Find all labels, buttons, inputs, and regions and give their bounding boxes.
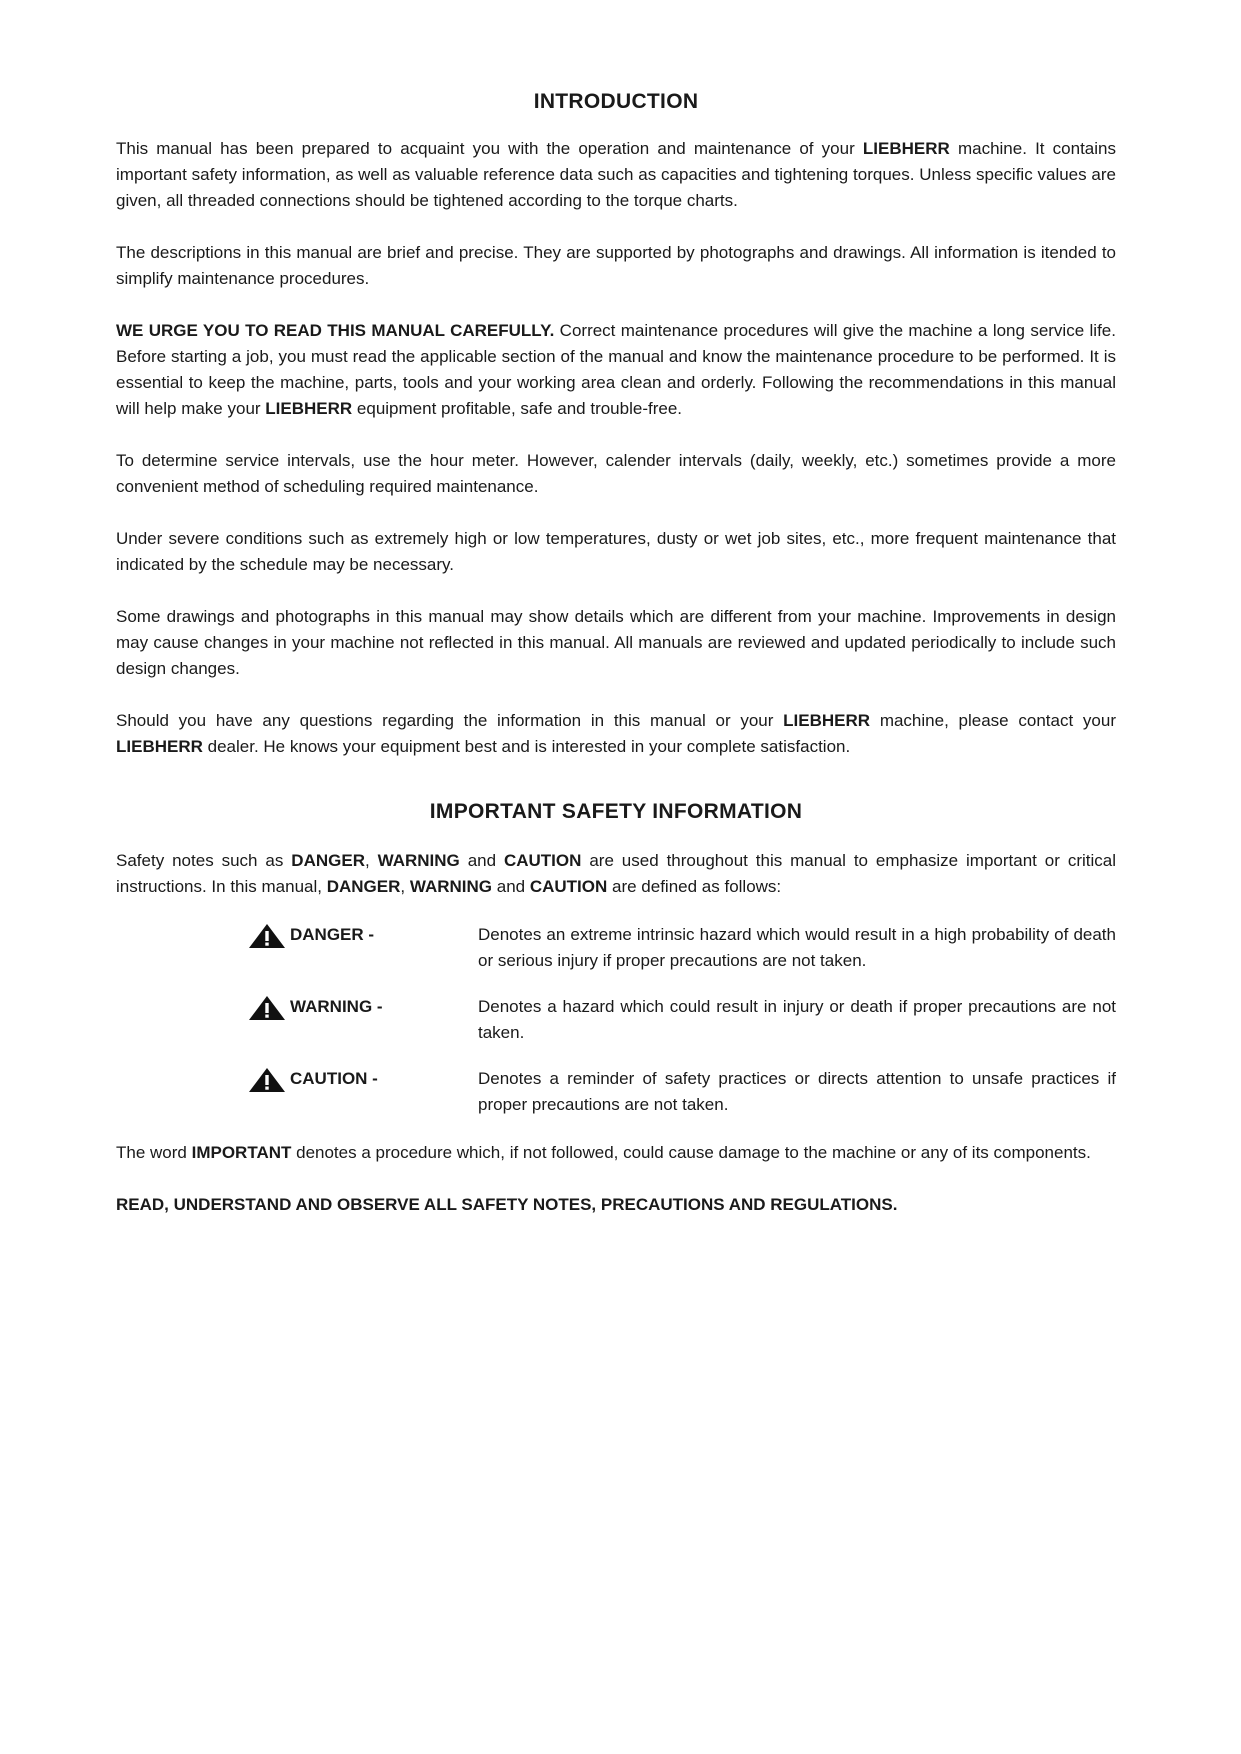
definition-term bbox=[248, 994, 478, 1046]
safety-heading: IMPORTANT SAFETY INFORMATION bbox=[429, 800, 803, 823]
brand-name: LIEBHERR bbox=[862, 139, 950, 158]
definition-caution bbox=[248, 1066, 1116, 1118]
text-run: , bbox=[364, 851, 378, 870]
definition-term-label: WARNING - bbox=[290, 997, 383, 1016]
intro-paragraph-3 bbox=[116, 318, 1116, 422]
keyword-warning: WARNING bbox=[377, 851, 460, 870]
text-run: denotes a procedure which, if not followed, could cause damage to the machine or any of its components. bbox=[291, 1143, 1091, 1162]
brand-name: LIEBHERR bbox=[265, 399, 353, 418]
definition-danger bbox=[248, 922, 1116, 974]
text-run: are used throughout this manual to emphasize important or critical instructions. In this manual, bbox=[116, 851, 1116, 896]
important-paragraph bbox=[116, 1140, 1116, 1166]
text-run: The word bbox=[116, 1143, 192, 1162]
text-run: are defined as follows: bbox=[607, 877, 782, 896]
intro-paragraph-7 bbox=[116, 708, 1116, 760]
emphasis-lead: WE URGE YOU TO READ THIS MANUAL CAREFULLY. bbox=[116, 321, 555, 340]
keyword-danger: DANGER bbox=[291, 851, 365, 870]
text-run: dealer. He knows your equipment best and is interested in your complete satisfaction. bbox=[202, 737, 851, 756]
intro-paragraph-4: To determine service intervals, use the hour meter. However, calender intervals (daily, weekly, etc.) sometimes provide a more convenient method of scheduling required maintenance. bbox=[116, 451, 1116, 496]
warning-triangle-icon bbox=[248, 923, 286, 949]
keyword-warning: WARNING bbox=[409, 877, 493, 896]
brand-name: LIEBHERR bbox=[783, 711, 871, 730]
keyword-danger: DANGER bbox=[326, 877, 401, 896]
warning-triangle-icon bbox=[248, 1067, 286, 1093]
brand-name: LIEBHERR bbox=[116, 737, 203, 756]
definition-term bbox=[248, 922, 478, 974]
text-run: Safety notes such as bbox=[116, 851, 292, 870]
intro-paragraph-1 bbox=[116, 136, 1116, 214]
safety-definitions bbox=[248, 922, 1116, 1118]
text-run: and bbox=[492, 877, 530, 896]
definition-text: Denotes an extreme intrinsic hazard which would result in a high probability of death or serious injury if proper precautions are not taken. bbox=[478, 925, 1116, 970]
text-run: This manual has been prepared to acquaint you with the operation and maintenance of your bbox=[116, 139, 863, 158]
text-run: machine. It contains important safety information, as well as valuable reference data such as capacities and tightening torques. Unless specific values are given, all threaded connections should be tightened according to the torque charts. bbox=[116, 139, 1116, 210]
definition-term bbox=[248, 1066, 478, 1118]
safety-paragraph-1 bbox=[116, 848, 1116, 900]
intro-paragraph-5: Under severe conditions such as extremely high or low temperatures, dusty or wet job sites, etc., more frequent maintenance that indicated by the schedule may be necessary. bbox=[116, 529, 1116, 574]
introduction-heading: INTRODUCTION bbox=[533, 90, 699, 113]
keyword-caution: CAUTION bbox=[503, 851, 582, 870]
text-run: Should you have any questions regarding the information in this manual or your bbox=[116, 711, 784, 730]
keyword-caution: CAUTION bbox=[529, 877, 608, 896]
intro-paragraph-6: Some drawings and photographs in this manual may show details which are different from your machine. Improvements in design may cause changes in your machine not reflected in this manual. All manuals are reviewed and updated periodically to include such design changes. bbox=[116, 607, 1116, 678]
intro-paragraph-2: The descriptions in this manual are brief and precise. They are supported by photographs and drawings. All information is itended to simplify maintenance procedures. bbox=[116, 243, 1116, 288]
text-run: and bbox=[459, 851, 504, 870]
definition-warning bbox=[248, 994, 1116, 1046]
text-run: Correct maintenance procedures will give the machine a long service life. Before starting a job, you must read the applicable section of the manual and know the maintenance procedure to be performed. It is essential to keep the machine, parts, tools and your working area clean and orderly. Following the recommendations in this manual will help make your bbox=[116, 321, 1116, 418]
definition-text: Denotes a hazard which could result in injury or death if proper precautions are not taken. bbox=[478, 997, 1116, 1042]
definition-term-label: DANGER - bbox=[290, 925, 375, 944]
keyword-important: IMPORTANT bbox=[191, 1143, 292, 1162]
text-run: equipment profitable, safe and trouble-free. bbox=[352, 399, 683, 418]
text-run: machine, please contact your bbox=[870, 711, 1116, 730]
text-run: , bbox=[400, 877, 410, 896]
warning-triangle-icon bbox=[248, 995, 286, 1021]
manual-page bbox=[116, 90, 1116, 1218]
definition-text: Denotes a reminder of safety practices or directs attention to unsafe practices if proper precautions are not taken. bbox=[478, 1069, 1116, 1114]
definition-term-label: CAUTION - bbox=[290, 1069, 378, 1088]
final-notice: READ, UNDERSTAND AND OBSERVE ALL SAFETY NOTES, PRECAUTIONS AND REGULATIONS. bbox=[116, 1195, 898, 1214]
